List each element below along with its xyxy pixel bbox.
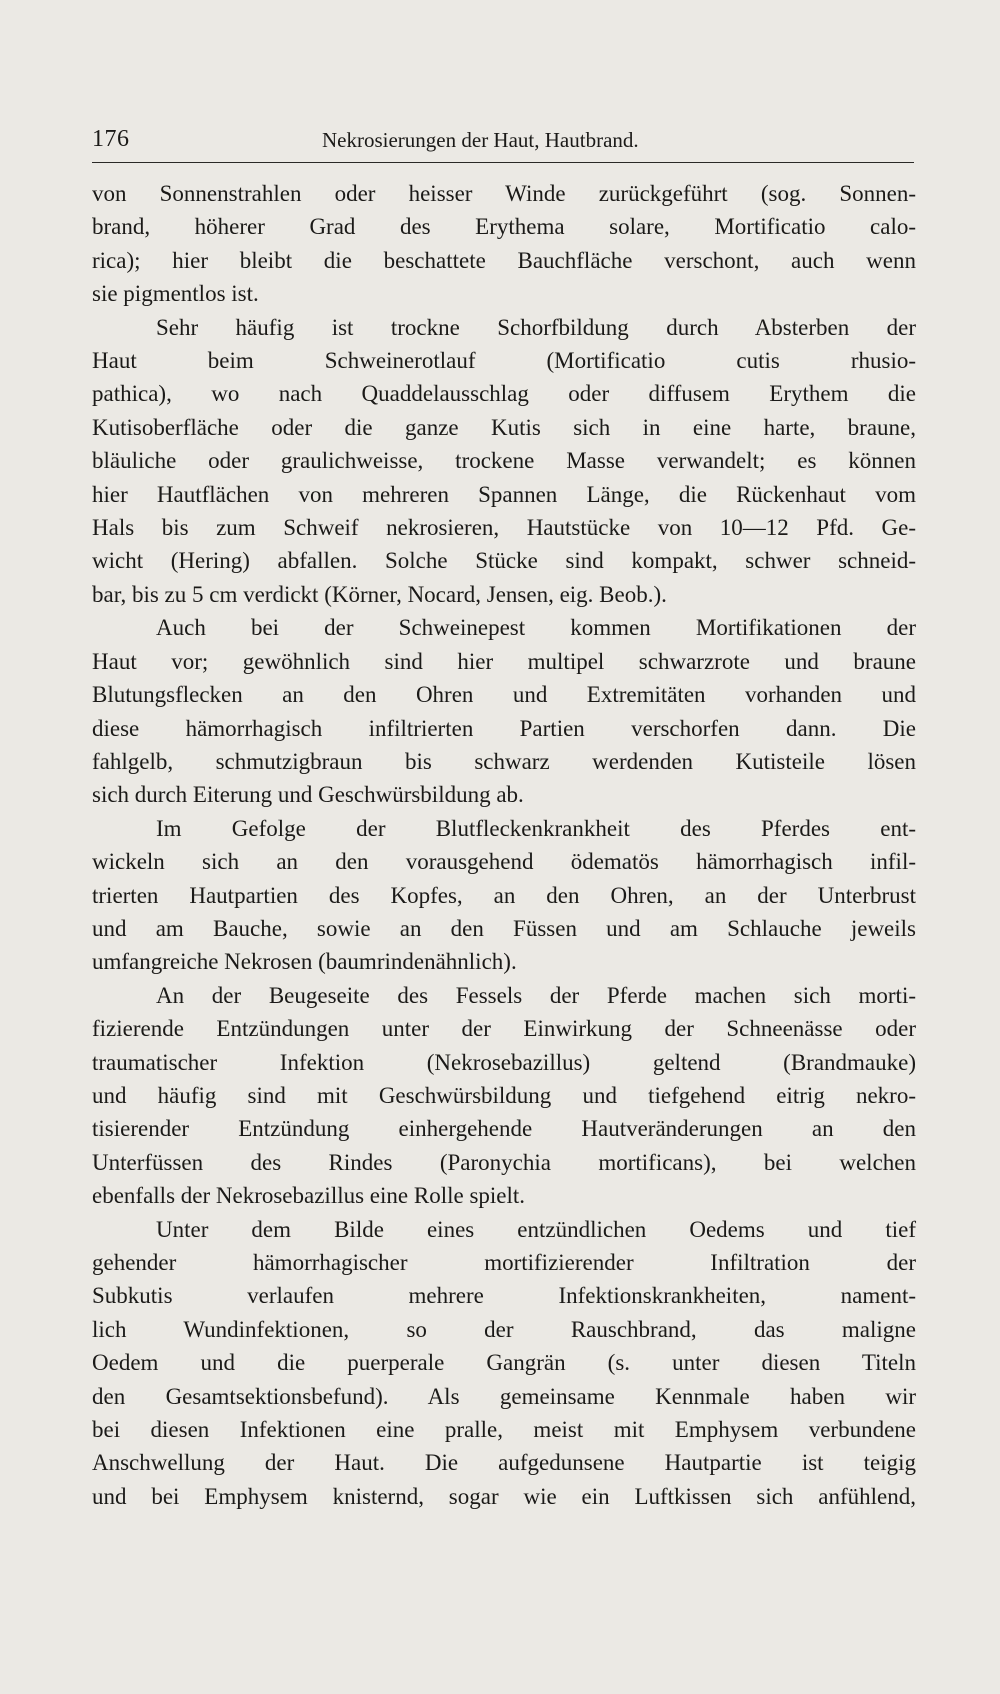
text-line: tisierender Entzündung einhergehende Hautveränderungen an den — [92, 1116, 916, 1142]
text-line: Kutisoberfläche oder die ganze Kutis sich in eine harte, braune, — [92, 414, 916, 440]
text-line: diese hämorrhagisch infiltrierten Partien verschorfen dann. Die — [92, 715, 916, 741]
text-line: Auch bei der Schweinepest kommen Mortifikationen der — [156, 615, 916, 641]
text-line: bar, bis zu 5 cm verdickt (Körner, Nocard, Jensen, eig. Beob.). — [92, 581, 667, 607]
text-line: sich durch Eiterung und Geschwürsbildung ab. — [92, 782, 524, 808]
text-line: lich Wundinfektionen, so der Rauschbrand, das maligne — [92, 1316, 916, 1342]
text-line: Unter dem Bilde eines entzündlichen Oedems und tief — [156, 1216, 916, 1242]
page-header — [92, 120, 916, 160]
text-line: fahlgelb, schmutzigbraun bis schwarz werdenden Kutisteile lösen — [92, 748, 916, 774]
text-line: wickeln sich an den vorausgehend ödematös hämorrhagisch infil- — [92, 849, 916, 875]
text-line: sie pigmentlos ist. — [92, 281, 259, 307]
text-line: ebenfalls der Nekrosebazillus eine Rolle spielt. — [92, 1183, 526, 1209]
text-line: Im Gefolge der Blutfleckenkrankheit des Pferdes ent- — [156, 815, 916, 841]
text-line: brand, höherer Grad des Erythema solare, Mortificatio calo- — [92, 214, 916, 240]
text-line: und häufig sind mit Geschwürsbildung und tiefgehend eitrig nekro- — [92, 1082, 916, 1108]
text-line: rica); hier bleibt die beschattete Bauchfläche verschont, auch wenn — [92, 247, 916, 273]
text-line: Anschwellung der Haut. Die aufgedunsene Hautpartie ist teigig — [92, 1450, 916, 1476]
text-line: traumatischer Infektion (Nekrosebazillus) geltend (Brandmauke) — [92, 1049, 916, 1075]
text-line: Hals bis zum Schweif nekrosieren, Hautstücke von 10—12 Pfd. Ge- — [92, 515, 916, 541]
header-rule — [92, 162, 914, 163]
text-line: Blutungsflecken an den Ohren und Extremitäten vorhanden und — [92, 682, 916, 708]
text-line: gehender hämorrhagischer mortifizierender Infiltration der — [92, 1250, 916, 1275]
text-line: Haut vor; gewöhnlich sind hier multipel schwarzrote und braune — [92, 648, 916, 674]
text-line: und am Bauche, sowie an den Füssen und am Schlauche jeweils — [92, 915, 916, 941]
text-line: hier Hautflächen von mehreren Spannen Länge, die Rückenhaut vom — [92, 481, 916, 507]
text-line: trierten Hautpartien des Kopfes, an den Ohren, an der Unterbrust — [92, 882, 916, 908]
text-line: Unterfüssen des Rindes (Paronychia mortificans), bei welchen — [92, 1149, 916, 1175]
body-text — [92, 177, 916, 1513]
text-line: von Sonnenstrahlen oder heisser Winde zurückgeführt (sog. Sonnen- — [92, 181, 916, 206]
text-line: umfangreiche Nekrosen (baumrindenähnlich). — [92, 949, 517, 975]
text-line: bei diesen Infektionen eine pralle, meist mit Emphysem verbundene — [92, 1417, 916, 1443]
running-title: Nekrosierungen der Haut, Hautbrand. — [322, 128, 639, 152]
text-line: und bei Emphysem knisternd, sogar wie ein Luftkissen sich anfühlend, — [92, 1483, 916, 1509]
text-line: Oedem und die puerperale Gangrän (s. unter diesen Titeln — [92, 1350, 916, 1376]
text-line: den Gesamtsektionsbefund). Als gemeinsame Kennmale haben wir — [92, 1383, 916, 1409]
text-line: Subkutis verlaufen mehrere Infektionskrankheiten, nament- — [92, 1283, 916, 1309]
text-line: bläuliche oder graulichweisse, trockene Masse verwandelt; es können — [92, 448, 916, 474]
text-line: pathica), wo nach Quaddelausschlag oder diffusem Erythem die — [92, 381, 916, 407]
page-number: 176 — [92, 126, 130, 152]
text-line: An der Beugeseite des Fessels der Pferde machen sich morti- — [156, 982, 916, 1008]
text-line: wicht (Hering) abfallen. Solche Stücke sind kompakt, schwer schneid- — [92, 548, 916, 574]
text-line: Haut beim Schweinerotlauf (Mortificatio cutis rhusio- — [92, 348, 916, 374]
text-line: fizierende Entzündungen unter der Einwirkung der Schneenässe oder — [92, 1016, 916, 1042]
text-line: Sehr häufig ist trockne Schorfbildung durch Absterben der — [156, 314, 916, 340]
